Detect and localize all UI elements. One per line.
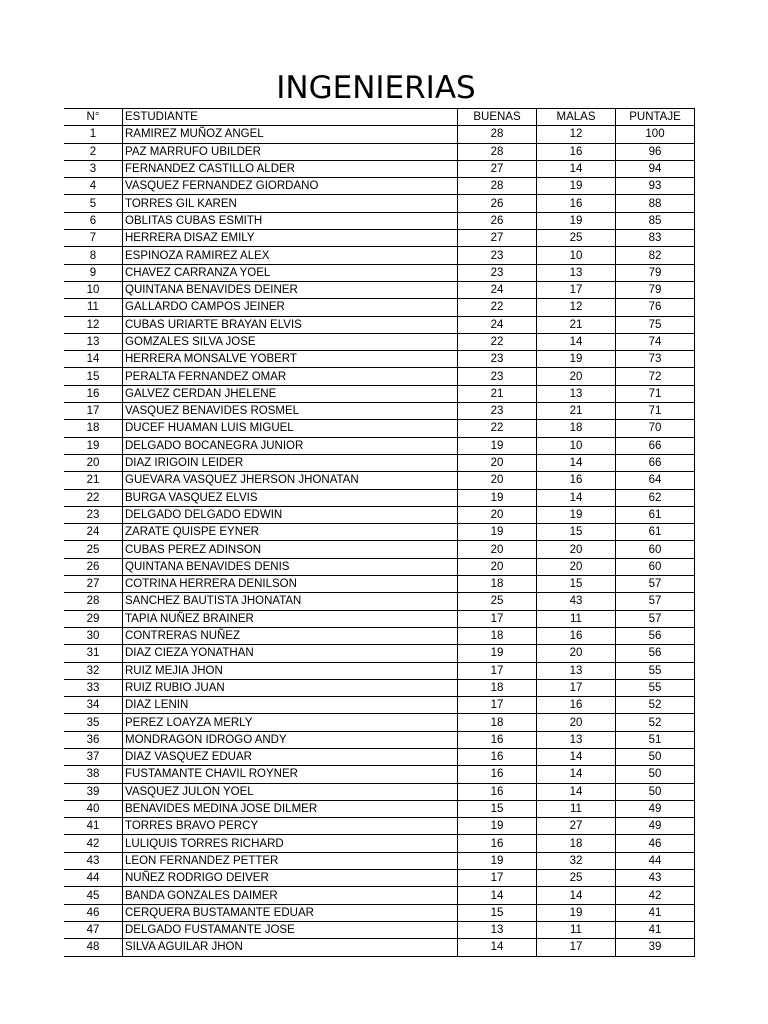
cell-puntaje: 39 — [616, 939, 695, 956]
table-row — [64, 939, 695, 956]
cell-student: HERRERA DISAZ EMILY — [123, 230, 458, 247]
cell-number: 33 — [64, 679, 123, 696]
cell-number: 21 — [64, 472, 123, 489]
cell-number: 30 — [64, 627, 123, 644]
cell-puntaje: 94 — [616, 160, 695, 177]
cell-puntaje: 55 — [616, 679, 695, 696]
cell-student: TORRES BRAVO PERCY — [123, 818, 458, 835]
table-row — [64, 731, 695, 748]
table-row — [64, 524, 695, 541]
cell-buenas: 28 — [458, 126, 537, 143]
cell-student: ZARATE QUISPE EYNER — [123, 524, 458, 541]
cell-number: 26 — [64, 558, 123, 575]
cell-malas: 19 — [537, 178, 616, 195]
cell-puntaje: 100 — [616, 126, 695, 143]
cell-student: CONTRERAS NUÑEZ — [123, 627, 458, 644]
cell-number: 1 — [64, 126, 123, 143]
cell-puntaje: 74 — [616, 333, 695, 350]
cell-buenas: 19 — [458, 645, 537, 662]
cell-puntaje: 52 — [616, 697, 695, 714]
cell-buenas: 20 — [458, 541, 537, 558]
cell-malas: 16 — [537, 472, 616, 489]
cell-student: BURGA VASQUEZ ELVIS — [123, 489, 458, 506]
cell-buenas: 28 — [458, 143, 537, 160]
cell-student: ESPINOZA RAMIREZ ALEX — [123, 247, 458, 264]
cell-student: SANCHEZ BAUTISTA JHONATAN — [123, 593, 458, 610]
cell-student: DELGADO DELGADO EDWIN — [123, 506, 458, 523]
cell-buenas: 18 — [458, 714, 537, 731]
header-number: N° — [64, 109, 123, 126]
cell-buenas: 24 — [458, 281, 537, 298]
table-row — [64, 316, 695, 333]
cell-puntaje: 56 — [616, 645, 695, 662]
cell-malas: 20 — [537, 541, 616, 558]
cell-puntaje: 50 — [616, 766, 695, 783]
cell-malas: 19 — [537, 212, 616, 229]
cell-number: 43 — [64, 852, 123, 869]
cell-number: 47 — [64, 921, 123, 938]
cell-puntaje: 70 — [616, 420, 695, 437]
cell-buenas: 14 — [458, 939, 537, 956]
table-row — [64, 835, 695, 852]
table-row — [64, 818, 695, 835]
cell-malas: 14 — [537, 454, 616, 471]
cell-buenas: 23 — [458, 247, 537, 264]
cell-student: SILVA AGUILAR JHON — [123, 939, 458, 956]
cell-malas: 14 — [537, 783, 616, 800]
cell-buenas: 28 — [458, 178, 537, 195]
table-row — [64, 852, 695, 869]
table-row — [64, 333, 695, 350]
table-row — [64, 143, 695, 160]
cell-buenas: 15 — [458, 800, 537, 817]
table-row — [64, 454, 695, 471]
cell-student: RUIZ RUBIO JUAN — [123, 679, 458, 696]
cell-malas: 20 — [537, 714, 616, 731]
table-row — [64, 714, 695, 731]
cell-puntaje: 57 — [616, 576, 695, 593]
table-row — [64, 679, 695, 696]
cell-number: 14 — [64, 351, 123, 368]
cell-number: 45 — [64, 887, 123, 904]
cell-number: 27 — [64, 576, 123, 593]
cell-buenas: 17 — [458, 662, 537, 679]
cell-student: CERQUERA BUSTAMANTE EDUAR — [123, 904, 458, 921]
cell-malas: 14 — [537, 160, 616, 177]
cell-malas: 21 — [537, 403, 616, 420]
table-row — [64, 195, 695, 212]
table-row — [64, 558, 695, 575]
cell-number: 6 — [64, 212, 123, 229]
cell-buenas: 17 — [458, 697, 537, 714]
cell-number: 12 — [64, 316, 123, 333]
table-row — [64, 506, 695, 523]
cell-student: VASQUEZ JULON YOEL — [123, 783, 458, 800]
cell-student: LEON FERNANDEZ PETTER — [123, 852, 458, 869]
table-row — [64, 489, 695, 506]
cell-puntaje: 52 — [616, 714, 695, 731]
cell-puntaje: 62 — [616, 489, 695, 506]
table-row — [64, 385, 695, 402]
cell-number: 3 — [64, 160, 123, 177]
cell-buenas: 23 — [458, 351, 537, 368]
cell-number: 34 — [64, 697, 123, 714]
results-table — [64, 108, 695, 957]
cell-buenas: 16 — [458, 748, 537, 765]
cell-malas: 25 — [537, 230, 616, 247]
cell-buenas: 17 — [458, 870, 537, 887]
cell-puntaje: 57 — [616, 610, 695, 627]
cell-buenas: 22 — [458, 299, 537, 316]
cell-malas: 11 — [537, 921, 616, 938]
cell-student: GUEVARA VASQUEZ JHERSON JHONATAN — [123, 472, 458, 489]
cell-number: 5 — [64, 195, 123, 212]
cell-number: 28 — [64, 593, 123, 610]
cell-number: 7 — [64, 230, 123, 247]
cell-buenas: 23 — [458, 403, 537, 420]
table-row — [64, 783, 695, 800]
cell-student: GALLARDO CAMPOS JEINER — [123, 299, 458, 316]
table-row — [64, 627, 695, 644]
table-row — [64, 160, 695, 177]
cell-number: 40 — [64, 800, 123, 817]
cell-malas: 15 — [537, 576, 616, 593]
cell-malas: 12 — [537, 126, 616, 143]
cell-student: GOMZALES SILVA JOSE — [123, 333, 458, 350]
cell-number: 42 — [64, 835, 123, 852]
cell-puntaje: 61 — [616, 506, 695, 523]
cell-number: 48 — [64, 939, 123, 956]
cell-puntaje: 79 — [616, 281, 695, 298]
cell-malas: 32 — [537, 852, 616, 869]
table-row — [64, 230, 695, 247]
cell-number: 20 — [64, 454, 123, 471]
cell-buenas: 24 — [458, 316, 537, 333]
cell-malas: 17 — [537, 679, 616, 696]
cell-malas: 16 — [537, 627, 616, 644]
cell-puntaje: 42 — [616, 887, 695, 904]
cell-number: 38 — [64, 766, 123, 783]
cell-buenas: 15 — [458, 904, 537, 921]
cell-student: PAZ MARRUFO UBILDER — [123, 143, 458, 160]
cell-malas: 13 — [537, 385, 616, 402]
cell-student: QUINTANA BENAVIDES DEINER — [123, 281, 458, 298]
cell-malas: 27 — [537, 818, 616, 835]
cell-malas: 14 — [537, 766, 616, 783]
cell-buenas: 17 — [458, 610, 537, 627]
table-row — [64, 610, 695, 627]
cell-malas: 20 — [537, 558, 616, 575]
cell-buenas: 13 — [458, 921, 537, 938]
cell-student: LULIQUIS TORRES RICHARD — [123, 835, 458, 852]
cell-malas: 19 — [537, 506, 616, 523]
header-malas: MALAS — [537, 109, 616, 126]
cell-student: DIAZ LENIN — [123, 697, 458, 714]
table-row — [64, 299, 695, 316]
table-row — [64, 870, 695, 887]
cell-buenas: 20 — [458, 454, 537, 471]
cell-puntaje: 76 — [616, 299, 695, 316]
cell-malas: 19 — [537, 351, 616, 368]
cell-malas: 10 — [537, 247, 616, 264]
cell-buenas: 22 — [458, 420, 537, 437]
cell-buenas: 25 — [458, 593, 537, 610]
cell-malas: 15 — [537, 524, 616, 541]
cell-buenas: 18 — [458, 627, 537, 644]
table-row — [64, 748, 695, 765]
cell-malas: 11 — [537, 610, 616, 627]
cell-buenas: 14 — [458, 887, 537, 904]
cell-puntaje: 55 — [616, 662, 695, 679]
table-row — [64, 281, 695, 298]
cell-number: 9 — [64, 264, 123, 281]
cell-puntaje: 41 — [616, 904, 695, 921]
cell-buenas: 27 — [458, 160, 537, 177]
cell-puntaje: 56 — [616, 627, 695, 644]
cell-student: RUIZ MEJIA JHON — [123, 662, 458, 679]
cell-number: 16 — [64, 385, 123, 402]
cell-number: 11 — [64, 299, 123, 316]
cell-number: 13 — [64, 333, 123, 350]
cell-buenas: 26 — [458, 212, 537, 229]
cell-number: 17 — [64, 403, 123, 420]
cell-buenas: 22 — [458, 333, 537, 350]
cell-number: 39 — [64, 783, 123, 800]
cell-puntaje: 66 — [616, 454, 695, 471]
cell-number: 41 — [64, 818, 123, 835]
cell-puntaje: 88 — [616, 195, 695, 212]
cell-puntaje: 66 — [616, 437, 695, 454]
cell-buenas: 19 — [458, 852, 537, 869]
cell-student: BENAVIDES MEDINA JOSE DILMER — [123, 800, 458, 817]
cell-buenas: 20 — [458, 472, 537, 489]
cell-student: DELGADO FUSTAMANTE JOSE — [123, 921, 458, 938]
table-row — [64, 645, 695, 662]
cell-number: 8 — [64, 247, 123, 264]
cell-puntaje: 93 — [616, 178, 695, 195]
table-row — [64, 662, 695, 679]
table-row — [64, 264, 695, 281]
cell-student: DELGADO BOCANEGRA JUNIOR — [123, 437, 458, 454]
cell-puntaje: 49 — [616, 800, 695, 817]
cell-student: HERRERA MONSALVE YOBERT — [123, 351, 458, 368]
cell-student: VASQUEZ FERNANDEZ GIORDANO — [123, 178, 458, 195]
cell-student: QUINTANA BENAVIDES DENIS — [123, 558, 458, 575]
cell-student: VASQUEZ BENAVIDES ROSMEL — [123, 403, 458, 420]
cell-buenas: 19 — [458, 818, 537, 835]
cell-puntaje: 71 — [616, 385, 695, 402]
table-row — [64, 403, 695, 420]
cell-number: 23 — [64, 506, 123, 523]
cell-puntaje: 44 — [616, 852, 695, 869]
cell-puntaje: 50 — [616, 783, 695, 800]
cell-buenas: 19 — [458, 489, 537, 506]
cell-student: PERALTA FERNANDEZ OMAR — [123, 368, 458, 385]
cell-buenas: 16 — [458, 835, 537, 852]
cell-puntaje: 51 — [616, 731, 695, 748]
cell-malas: 13 — [537, 731, 616, 748]
table-row — [64, 472, 695, 489]
cell-malas: 12 — [537, 299, 616, 316]
cell-malas: 10 — [537, 437, 616, 454]
cell-malas: 25 — [537, 870, 616, 887]
cell-puntaje: 85 — [616, 212, 695, 229]
cell-student: CUBAS URIARTE BRAYAN ELVIS — [123, 316, 458, 333]
table-row — [64, 541, 695, 558]
table-row — [64, 437, 695, 454]
cell-number: 10 — [64, 281, 123, 298]
cell-puntaje: 96 — [616, 143, 695, 160]
cell-student: GALVEZ CERDAN JHELENE — [123, 385, 458, 402]
cell-buenas: 20 — [458, 506, 537, 523]
cell-puntaje: 43 — [616, 870, 695, 887]
cell-puntaje: 75 — [616, 316, 695, 333]
table-body — [64, 126, 695, 956]
cell-buenas: 16 — [458, 766, 537, 783]
cell-student: MONDRAGON IDROGO ANDY — [123, 731, 458, 748]
cell-puntaje: 49 — [616, 818, 695, 835]
cell-number: 37 — [64, 748, 123, 765]
cell-malas: 14 — [537, 333, 616, 350]
cell-buenas: 18 — [458, 679, 537, 696]
cell-malas: 17 — [537, 281, 616, 298]
cell-malas: 20 — [537, 645, 616, 662]
cell-buenas: 20 — [458, 558, 537, 575]
cell-puntaje: 61 — [616, 524, 695, 541]
cell-malas: 16 — [537, 195, 616, 212]
page-title: INGENIERIAS — [276, 70, 476, 106]
cell-student: DUCEF HUAMAN LUIS MIGUEL — [123, 420, 458, 437]
cell-puntaje: 83 — [616, 230, 695, 247]
header-student: ESTUDIANTE — [123, 109, 458, 126]
table-row — [64, 887, 695, 904]
cell-student: BANDA GONZALES DAIMER — [123, 887, 458, 904]
cell-number: 4 — [64, 178, 123, 195]
header-puntaje: PUNTAJE — [616, 109, 695, 126]
table-row — [64, 212, 695, 229]
cell-malas: 14 — [537, 887, 616, 904]
table-row — [64, 178, 695, 195]
cell-puntaje: 82 — [616, 247, 695, 264]
cell-puntaje: 46 — [616, 835, 695, 852]
table-row — [64, 593, 695, 610]
cell-malas: 14 — [537, 748, 616, 765]
cell-malas: 20 — [537, 368, 616, 385]
cell-student: TORRES GIL KAREN — [123, 195, 458, 212]
cell-buenas: 23 — [458, 264, 537, 281]
cell-student: DIAZ IRIGOIN LEIDER — [123, 454, 458, 471]
table-header-row — [64, 109, 695, 126]
cell-student: FUSTAMANTE CHAVIL ROYNER — [123, 766, 458, 783]
cell-puntaje: 60 — [616, 541, 695, 558]
cell-malas: 18 — [537, 835, 616, 852]
cell-number: 32 — [64, 662, 123, 679]
cell-number: 29 — [64, 610, 123, 627]
cell-number: 36 — [64, 731, 123, 748]
cell-number: 25 — [64, 541, 123, 558]
cell-number: 46 — [64, 904, 123, 921]
cell-malas: 19 — [537, 904, 616, 921]
cell-number: 22 — [64, 489, 123, 506]
cell-number: 15 — [64, 368, 123, 385]
cell-buenas: 19 — [458, 524, 537, 541]
cell-buenas: 27 — [458, 230, 537, 247]
cell-puntaje: 73 — [616, 351, 695, 368]
cell-student: DIAZ VASQUEZ EDUAR — [123, 748, 458, 765]
table-row — [64, 126, 695, 143]
cell-buenas: 23 — [458, 368, 537, 385]
cell-malas: 16 — [537, 697, 616, 714]
cell-student: RAMIREZ MUÑOZ ANGEL — [123, 126, 458, 143]
cell-malas: 21 — [537, 316, 616, 333]
cell-puntaje: 71 — [616, 403, 695, 420]
cell-puntaje: 72 — [616, 368, 695, 385]
cell-student: PEREZ LOAYZA MERLY — [123, 714, 458, 731]
cell-malas: 18 — [537, 420, 616, 437]
cell-buenas: 21 — [458, 385, 537, 402]
cell-number: 44 — [64, 870, 123, 887]
cell-malas: 11 — [537, 800, 616, 817]
table-row — [64, 351, 695, 368]
cell-student: FERNANDEZ CASTILLO ALDER — [123, 160, 458, 177]
table-row — [64, 697, 695, 714]
table-row — [64, 800, 695, 817]
cell-number: 19 — [64, 437, 123, 454]
cell-malas: 14 — [537, 489, 616, 506]
cell-puntaje: 64 — [616, 472, 695, 489]
cell-malas: 17 — [537, 939, 616, 956]
cell-puntaje: 60 — [616, 558, 695, 575]
cell-buenas: 26 — [458, 195, 537, 212]
cell-number: 2 — [64, 143, 123, 160]
cell-student: DIAZ CIEZA YONATHAN — [123, 645, 458, 662]
cell-student: TAPIA NUÑEZ BRAINER — [123, 610, 458, 627]
cell-malas: 13 — [537, 662, 616, 679]
cell-number: 31 — [64, 645, 123, 662]
cell-student: NUÑEZ RODRIGO DEIVER — [123, 870, 458, 887]
table-row — [64, 368, 695, 385]
cell-malas: 43 — [537, 593, 616, 610]
cell-number: 24 — [64, 524, 123, 541]
cell-number: 18 — [64, 420, 123, 437]
cell-number: 35 — [64, 714, 123, 731]
table-row — [64, 247, 695, 264]
cell-malas: 13 — [537, 264, 616, 281]
cell-puntaje: 57 — [616, 593, 695, 610]
table-row — [64, 904, 695, 921]
table-row — [64, 420, 695, 437]
cell-buenas: 19 — [458, 437, 537, 454]
cell-student: CHAVEZ CARRANZA YOEL — [123, 264, 458, 281]
cell-malas: 16 — [537, 143, 616, 160]
cell-puntaje: 79 — [616, 264, 695, 281]
cell-puntaje: 50 — [616, 748, 695, 765]
cell-puntaje: 41 — [616, 921, 695, 938]
cell-buenas: 18 — [458, 576, 537, 593]
table-row — [64, 576, 695, 593]
cell-student: COTRINA HERRERA DENILSON — [123, 576, 458, 593]
cell-student: OBLITAS CUBAS ESMITH — [123, 212, 458, 229]
table-row — [64, 921, 695, 938]
header-buenas: BUENAS — [458, 109, 537, 126]
cell-buenas: 16 — [458, 783, 537, 800]
table-row — [64, 766, 695, 783]
cell-buenas: 16 — [458, 731, 537, 748]
cell-student: CUBAS PEREZ ADINSON — [123, 541, 458, 558]
